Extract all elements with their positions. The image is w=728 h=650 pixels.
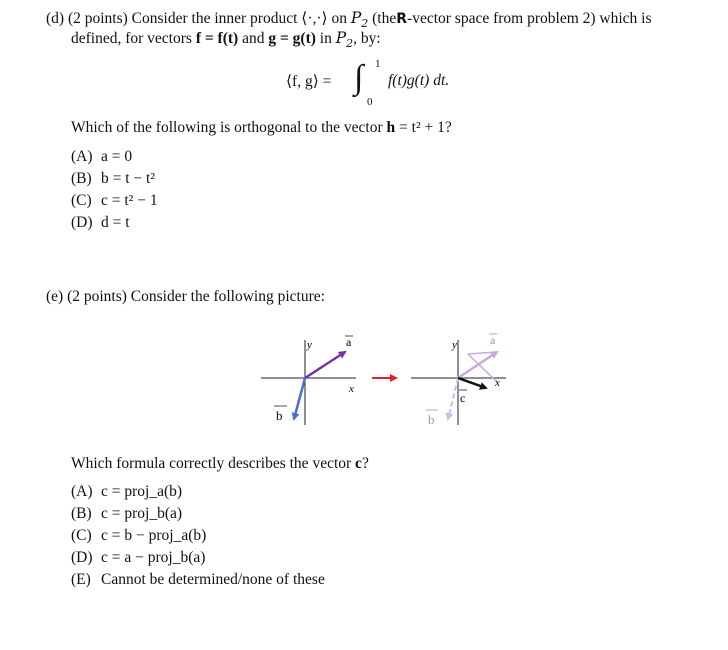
option-d-a[interactable]: (A) a = 0: [71, 148, 133, 165]
part-e-points: (2 points): [67, 288, 127, 305]
part-d-points: (2 points): [67, 10, 128, 27]
part-e-label: (e): [46, 288, 64, 305]
part-e-options: [71, 481, 325, 591]
field-symbol: R: [396, 11, 408, 27]
option-d-c[interactable]: (C) c = t² − 1: [71, 192, 158, 209]
f-definition: f = f(t): [195, 30, 239, 47]
question-text-e: Which formula correctly describes the vector: [71, 455, 352, 472]
right-label-x: x: [495, 377, 500, 389]
part-d-label: (d): [46, 10, 65, 27]
left-vector-b: [294, 378, 305, 419]
option-e-e[interactable]: (E) Cannot be determined/none of these: [71, 571, 325, 588]
right-label-b: b: [428, 412, 435, 427]
right-label-a: a: [490, 333, 496, 347]
right-vector-c: [458, 378, 486, 388]
left-label-x: x: [349, 383, 354, 395]
right-diagram: [411, 333, 506, 427]
right-vector-a: [458, 352, 497, 378]
g-definition: g = g(t): [268, 30, 316, 47]
right-vector-b: [448, 378, 458, 419]
text-by: , by:: [353, 30, 381, 47]
text-the: (the: [372, 10, 397, 27]
text-defined: defined, for vectors: [71, 30, 192, 47]
integral-sign: ∫: [354, 59, 364, 96]
part-e-intro: Consider the following picture:: [130, 288, 325, 305]
left-label-y: y: [307, 339, 312, 351]
text-and: and: [242, 30, 265, 47]
part-d-intro-rest: -vector space from problem 2) which is: [407, 10, 652, 27]
part-e-question: Which formula correctly describes the vector c?: [71, 455, 369, 472]
option-e-b[interactable]: (B) c = proj_b(a): [71, 505, 183, 522]
integral-lower-limit: 0: [367, 96, 373, 108]
question-text: Which of the following is orthogonal to the vector: [71, 119, 383, 136]
vector-c: c: [355, 455, 362, 472]
option-e-c[interactable]: (C) c = b − proj_a(b): [71, 527, 207, 544]
option-e-d[interactable]: (D) c = a − proj_b(a): [71, 549, 206, 566]
inner-product-symbol: ⟨·,·⟩: [301, 10, 328, 27]
option-e-a[interactable]: (A) c = proj_a(b): [71, 483, 183, 500]
left-diagram: [261, 335, 356, 425]
right-label-y: y: [452, 339, 457, 351]
integral-upper-limit: 1: [375, 58, 381, 70]
vector-h-definition: = t² + 1?: [399, 119, 452, 136]
text-on: on: [331, 10, 347, 27]
left-vector-a: [305, 352, 345, 378]
left-label-b: b: [276, 408, 283, 423]
integrand: f(t)g(t) dt.: [388, 72, 450, 89]
space-symbol: $P_2$: [350, 9, 369, 31]
option-d-b[interactable]: (B) b = t − t²: [71, 170, 155, 187]
equation-lhs: ⟨f, g⟩ =: [286, 73, 332, 90]
left-label-a: a: [346, 335, 352, 349]
space-symbol-2: $P_2$: [335, 29, 354, 51]
text-in: in: [319, 30, 332, 47]
right-label-c: c: [460, 391, 466, 405]
vector-h: h: [386, 119, 396, 136]
option-d-d[interactable]: (D) d = t: [71, 214, 130, 231]
part-d-intro: Consider the inner product: [131, 10, 298, 27]
